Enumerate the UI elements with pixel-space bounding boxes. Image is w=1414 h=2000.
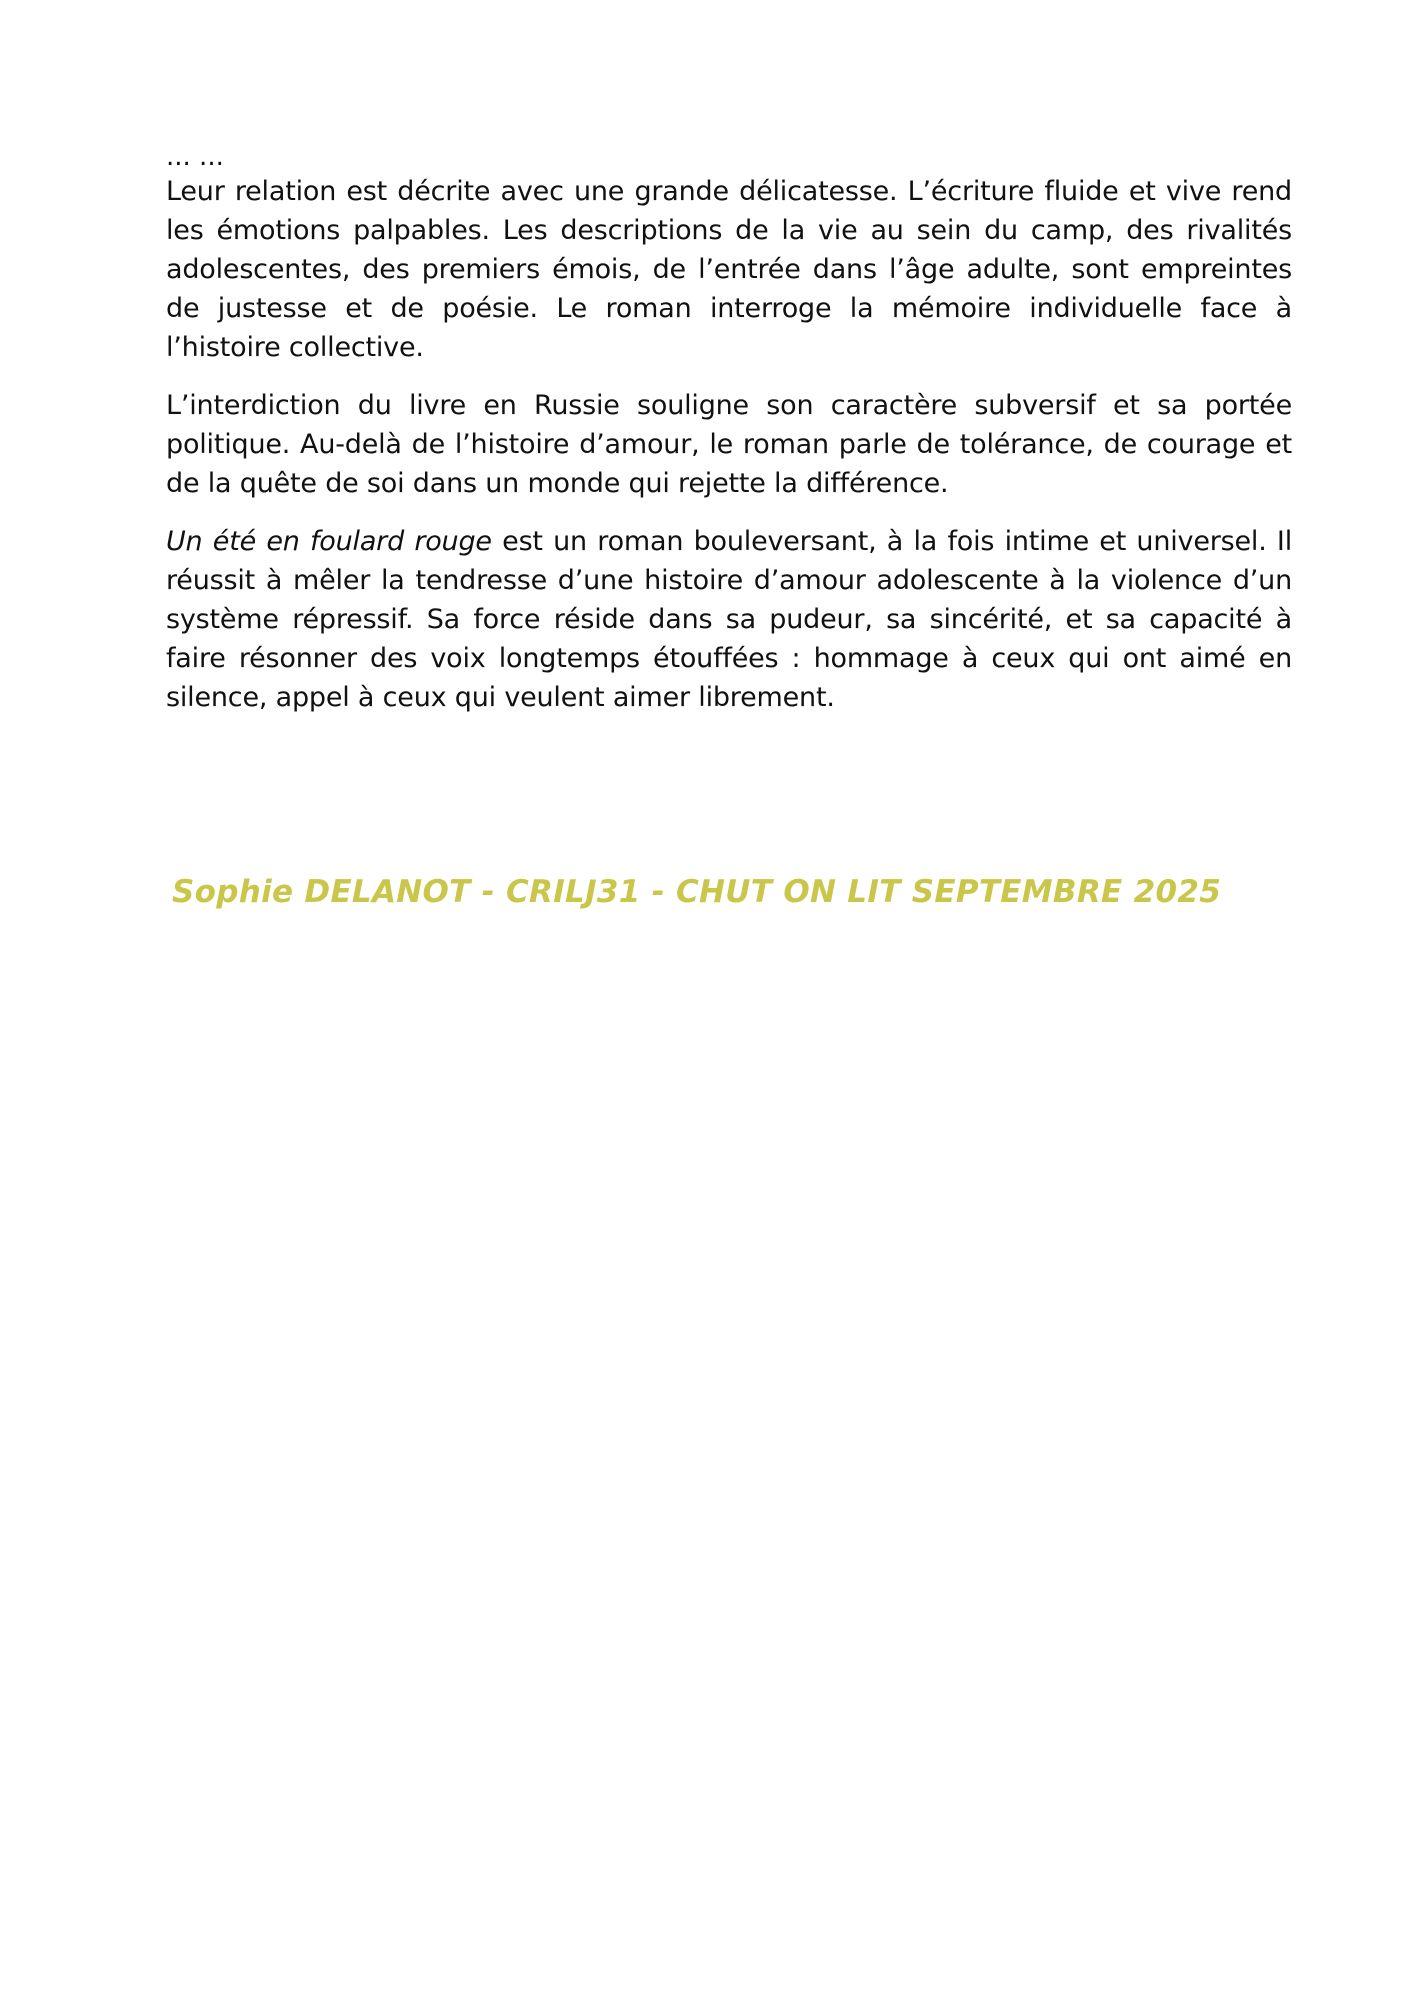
review-text <box>166 142 1292 736</box>
ellipsis-marker: ... ... <box>166 142 224 172</box>
paragraph-interdiction: L’interdiction du livre en Russie souligne son caractère subversif et sa portée politique. Au-delà de l’histoire d’amour, le roman parle de tolérance, de courage et de la quête de soi dans un monde qui rejette la différence. <box>166 390 1292 499</box>
book-title: Un été en foulard rouge <box>166 526 492 557</box>
paragraph-conclusion-text: est un roman bouleversant, à la fois intime et universel. Il réussit à mêler la tendresse d’une histoire d’amour adolescente à la violence d’un système répressif. Sa force réside dans sa pudeur, sa sincérité, et sa capacité à faire résonner des voix longtemps étouffées : hommage à ceux qui ont aimé en silence, appel à ceux qui veulent aimer librement. <box>166 526 1292 713</box>
paragraph-relation: Leur relation est décrite avec une grande délicatesse. L’écriture fluide et vive rend les émotions palpables. Les descriptions de la vie au sein du camp, des rivalités adolescentes, des premiers émois, de l’entrée dans l’âge adulte, sont empreintes de justesse et de poésie. Le roman interroge la mémoire individuelle face à l’histoire collective. <box>166 176 1292 363</box>
signature-line: Sophie DELANOT - CRILJ31 - CHUT ON LIT SEPTEMBRE 2025 <box>172 874 1222 910</box>
paragraph-conclusion <box>166 522 1292 717</box>
